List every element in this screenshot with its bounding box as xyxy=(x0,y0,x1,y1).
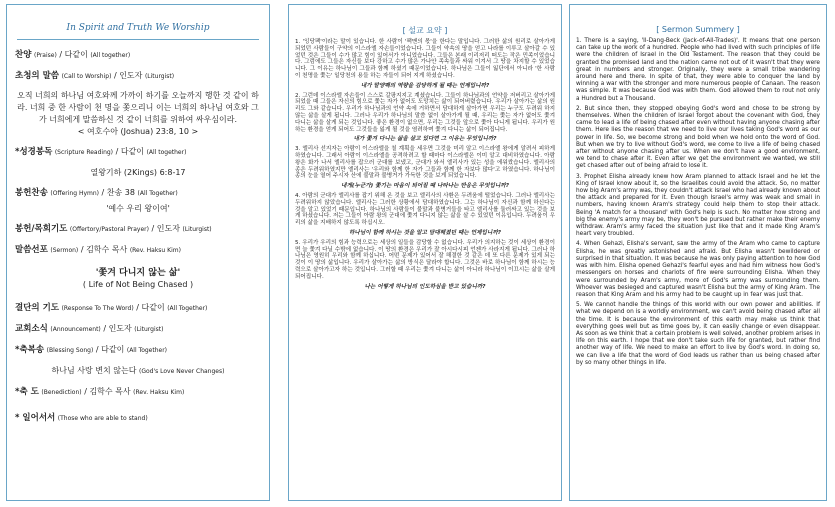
order-stand: * 일어서서 (Those who are able to stand) xyxy=(15,413,148,423)
ko-paragraph: 4. 아람의 군대가 엘리사를 잡기 위해 온 것을 보고 엘리사의 사환은 두려움에 떨었습니다. 그러나 엘리사는 두려워하지 않았습니다. 엘리사는 그러한 상황에서 담대하였습니다. 그는 하나님이 자신과 함께 하신다는 것을 알고 있었기 때문입니다. 하나님의 사람들이 불말과 불병거들을 타고 엘리사를 둘러싸고 있는 것을 보게 하셨습니다. 저는 그들이 아람 왕의 군대에 쫓겨 다니지 않는 삶을 살 수 있었던 이유입니다. 두려움이 우리의 삶을 지배하지 않도록 하십시오. xyxy=(295,192,555,227)
offering-song-title: '예수 우리 왕이여' xyxy=(106,204,170,213)
worship-order-panel xyxy=(6,4,270,501)
order-benediction: *축 도 (Benediction) / 김학수 목사 (Rev. Haksu Kim) xyxy=(15,387,185,397)
english-summary-panel xyxy=(569,4,827,501)
korean-summary-title: [ 설교 요약 ] xyxy=(402,26,448,35)
scripture-reference: 열왕기하 (2Kings) 6:8-17 xyxy=(90,168,186,177)
en-paragraph: 2. But since then, they stopped obeying God's word and chose to be strong by themselves. When the children of Israel forgot about the covenant with God, they came to lead a life of being chased after even without having anyone chasing after them. Here lies the reason that we need to live our lives taking God's word as our power in life. So, we become strong and bold when we hold onto the word of God. But when we try to live without God's word, we come to live a life of being chased after without anyone chasing after us. When we don't have a good environment, we tend to chase after it. Even after we get the environment we wanted, we still get chased after out of being afraid to lose it. xyxy=(576,105,820,170)
call-to-worship-ref: < 여호수아 (Joshua) 23:8, 10 > xyxy=(77,127,199,136)
ko-question: 나는 어떻게 하나님의 인도하심을 받고 있습니까? xyxy=(364,283,486,290)
ko-question: 내가 말양팩의 역량을 감당하게 될 때는 언제입니까? xyxy=(360,82,490,89)
sermon-title-en: ( Life of Not Being Chased ) xyxy=(82,280,194,289)
order-response: 결단의 기도 (Response To The Word) / 다같이 (All Together) xyxy=(15,303,208,313)
title-divider xyxy=(17,39,259,40)
ko-question: 하나님이 함께 하시는 것을 알고 담대해졌던 때는 언제입니까? xyxy=(349,229,501,236)
worship-title: In Spirit and Truth We Worship xyxy=(66,23,210,33)
sermon-title: '쫓겨 다니지 않는 삶' xyxy=(95,268,181,278)
order-praise: 찬양 (Praise) / 다같이 (All together) xyxy=(15,50,131,60)
ko-question: 내가 쫓겨 다니는 삶을 살고 있다면 그 이유는 무엇입니까? xyxy=(353,136,497,143)
english-summary-title: [ Sermon Summery ] xyxy=(656,25,740,34)
order-sermon: 말씀선포 (Sermon) / 김학수 목사 (Rev. Haksu Kim) xyxy=(15,245,181,255)
order-offering-hymn: 봉헌찬송 (Offering Hymn) / 찬송 38 (All Together) xyxy=(15,188,178,198)
order-pastoral-prayer: 봉헌/목회기도 (Offertory/Pastoral Prayer) / 인도자 (Liturgist) xyxy=(15,224,212,234)
blessing-song-title: 하나님 사랑 변치 않는다 (God's Love Never Changes) xyxy=(51,366,225,375)
ko-paragraph: 1. '잉당팩'이라는 말이 있습니다. 한 사람이 '팩맨의 몫'을 한다는 말입니다. 그러한 삶의 원리로 살아가게 되었던 사람들이 구약의 이스라엘 자손들이었습니다. 그들이 약속의 땅을 얻고 나라를 이루고 살아갈 수 있었던 것은 그들이 수가 많고 힘이 있어서가 아니었습니다. 그들은 본래 이리저리 떠도는 작은 민족이었습니다. 그럼에도 그들은 자신들 보다 강하고 수가 많은 가나안 족속들과 싸워 이겨서 그 땅을 차지할 수 있었습니다. 그 이유는 하나님이 그들과 함께 하셨기 때문이었습니다. 하나님은 그들이 잃단에서 아니라 '한 사람이 천명을 쫓는' 일당천의 용들 하는 자들이 되어 지게 하셨습니다. xyxy=(295,39,555,79)
ko-paragraph: 2. 그런데 이스라엘 자손들이 스스로 갈팡지지고 계셨습니다. 그들이 하나님과의 언약을 저버리고 살아가게 되었을 때 그들은 자신의 힘으로 쫓는 자가 없어도 도망치는 삶이 되어버렸습니다. 우리가 살아가는 삶의 원리도 그와 같습니다. 우리가 하나님과의 언약 속에 거하면서 담대하게 살아가면 우리는 누구도 두려워 하지 않는 삶을 살게 됩니다. 그러나 우리가 하나님의 말씀 없이 살아가게 될 때, 우리는 쫓는 자가 없어도 쫓겨 다니는 삶을 살게 되는 것입니다. 좋은 환경이 없으면, 우리는 그것들 앞으로 쫓아 다니게 됩니다. 우리가 원하는 환경을 얻게 되어도 그것들을 잃게 될 것을 염려하며 쫓겨 다니는 삶이 되어집니다. xyxy=(295,92,555,133)
order-announcement: 교회소식 (Announcement) / 인도자 (Liturgist) xyxy=(15,324,164,334)
ko-paragraph: 5. 우리가 우리의 힘과 능력으로는 세상의 일들을 감당할 수 없습니다. 우리가 의지하는 것이 세상이 환경이면 늘 쫓겨 다닐 수밖에 없습니다. 이 땅의 환경은 우리가 잘 아시다시피 언젠가 사라지게 됩니다. 그러나 하나님은 영원히 우리와 함께 하십니다. 어떤 문제가 있어서 잘 해결한 것 같은 데 또 다른 문제가 있게 되는 것이 이 땅의 삶입니다. 우리가 살아가는 삶의 방식은 달라야 합니다. 그것은 바로 하나님이 함께 하시는 능력으로 살아가고자 하는 것입니다. 그러할 때 우리는 쫓겨 다니는 삶이 아니라 하나님이 이끄시는 삶을 살게 되어집니다. xyxy=(295,239,555,280)
en-paragraph: 5. We cannot handle the things of this world with our own power and abilities. If what we depend on is a worldly environment, we can't avoid being chased after all the time. It is because the environment of this earth may make us think that everything goes well but as time goes by, it can easily change or even disappear. As soon as we think that a certain problem is well solved, another problem arises in life on this earth. I hope that we don't take such life for granted, but rather find another way of life. We need to make an effort to live by God's word. In doing so, we can live a life that the word of God leads us rather than us being chased after by so many other things in life. xyxy=(576,302,820,366)
order-call-to-worship: 초청의 말씀 (Call to Worship) / 인도자 (Liturgist) xyxy=(15,71,175,81)
korean-summary-panel xyxy=(288,4,562,501)
order-scripture-reading: *성경봉독 (Scripture Reading) / 다같이 (All together) xyxy=(15,147,187,157)
ko-paragraph: 3. 엘리사 선지자는 아람이 이스라엘을 칠 계획을 세우면 그것을 미리 알고 이스라엘 왕에게 알려서 피하게 하였습니다. 그래서 아람이 이스라엘을 공격하려고 할 때마다 이스라엘은 이미 알고 대비하였습니다. 아람 왕은 화가 나서 엘리사를 잡으러 군대를 보냈고, 군대가 와서 엘리사가 있는 성을 에워쌌습니다. 엘리사의 종은 두려워하였지만 엘리사는 '우리와 함께 한 자가 그들과 함께 한 자보다 많다'고 하였습니다. 하나님이 종의 눈을 열어 주시자 산에 불말과 불병거가 가득한 것을 보게 되었습니다. xyxy=(295,146,555,180)
call-to-worship-text: 오직 너희의 하나님 여호와께 가까이 하기를 오늘까지 행한 것 같이 하라. 너희 중 한 사람이 천 명을 쫓으리니 이는 너희의 하나님 여호와 그가 너희에게 말씀하신 것 같이 너희를 위하여 싸우심이라. xyxy=(17,91,259,124)
order-blessing-song: *축복송 (Blessing Song) / 다같이 (All Together) xyxy=(15,345,168,355)
ko-question: 내게(누군가) 쫓기는 마음이 되어질 때 나타나는 반응은 무엇입니까? xyxy=(341,183,509,190)
en-paragraph: 3. Prophet Elisha already knew how Aram planned to attack Israel and he let the King of Israel know about it, so the Israelites could avoid the attack. So, no matter how big Aram's army was, they couldn't attack Israel who had already known about the attack and prepared for it. Even though Israel's army was weak and small in numbers, having known Aram's strategy could help them to stop their attack. Being 'A match for a thousand' with God's help is such. No matter how strong and big the enemy's army may be, they won't be pursued but rather make their enemy withdraw. Aram's army faced the situation just like that and it made King Aram's heart very troubled. xyxy=(576,173,820,238)
en-paragraph: 1. There is a saying, 'Il-Dang-Beck (Jack-of-All-Trades)'. It means that one person can take up the work of a hundred. People who had lived with such principles of life were the children of Israel in the Old Testament. The reason that they could be granted the promised land and the nation came not out of it wasn't that they were great in numbers and stronger. Originally, they were a small tribe wandering around here and there. In spite of that, they were able to conquer the land by winning a war with the stronger and more numerous people of Canaan. The reason was simple. It was because God was with them. God allowed them to rout not only a Hundred but a Thousand. xyxy=(576,38,820,102)
en-paragraph: 4. When Gehazi, Elisha's servant, saw the army of the Aram who came to capture Elisha, he was greatly astonished and afraid. But Elisha wasn't bewildered or surprised in that situation. It was because he was only paying attention to how God was with him. Elisha opened Gehazi's fearful eyes and had him witness how God's messengers on horses and chariots of fire were surrounding Elisha. When they were surrounded by Aram's army, more of God's army was surrounding them. Whoever was besieged and captured wasn't Elisha but the army of King Aram. The reason that King Aram and his army had to be caught up in fear was just that. xyxy=(576,241,820,298)
